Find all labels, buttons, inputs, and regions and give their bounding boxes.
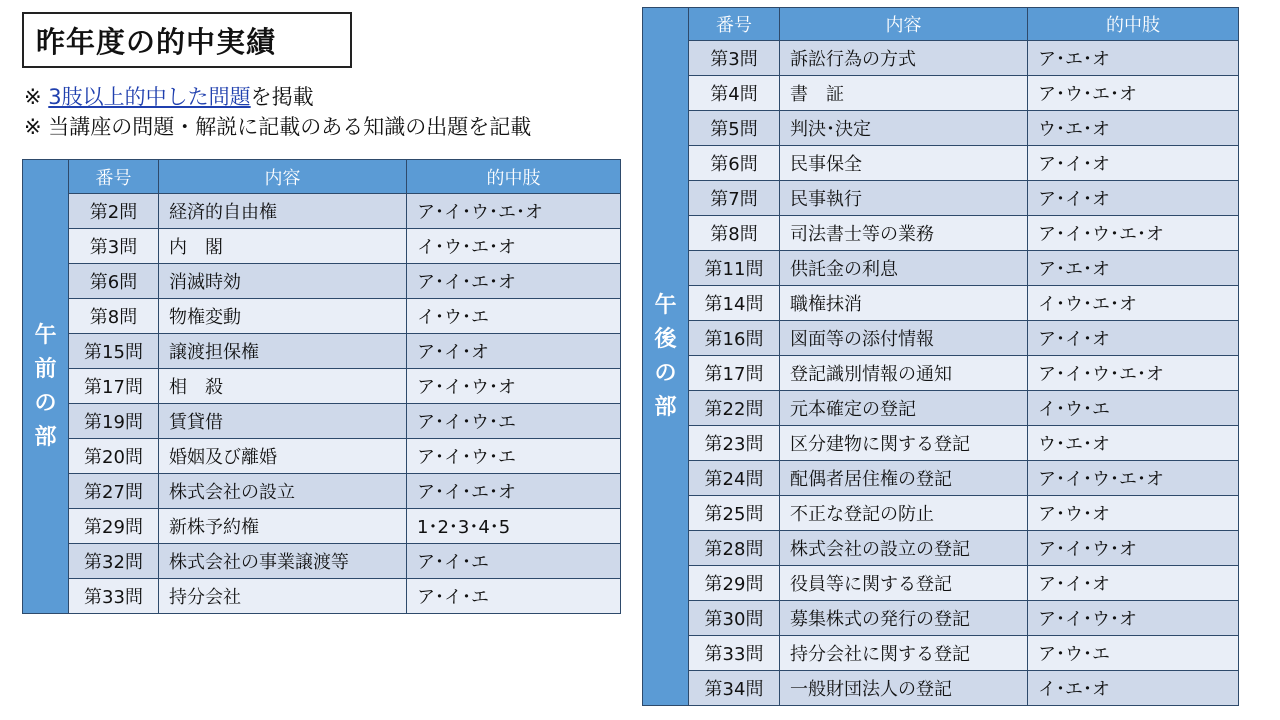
hit-options: ア･イ･エ [407,544,621,579]
table-row [643,321,1239,356]
question-content: 賃貸借 [159,404,407,439]
hit-options: ア･イ･ウ･エ･オ [1028,356,1239,391]
hit-options: イ･ウ･エ [407,299,621,334]
column-header-number: 番号 [689,8,780,41]
question-number: 第5問 [689,111,780,146]
table-row [643,671,1239,706]
note-text: を掲載 [250,85,314,109]
table-row [23,299,621,334]
question-content: 民事保全 [780,146,1028,181]
question-number: 第6問 [69,264,159,299]
table-row [643,76,1239,111]
table-row [23,404,621,439]
question-number: 第19問 [69,404,159,439]
afternoon-table [642,7,1239,706]
table-row [23,439,621,474]
question-number: 第11問 [689,251,780,286]
table-row [643,286,1239,321]
question-content: 持分会社 [159,579,407,614]
question-number: 第34問 [689,671,780,706]
question-content: 株式会社の設立の登記 [780,531,1028,566]
hit-options: ア･イ･ウ･エ･オ [407,194,621,229]
question-content: 民事執行 [780,181,1028,216]
table-row [23,334,621,369]
question-content: 株式会社の設立 [159,474,407,509]
hit-options: ア･ウ･エ･オ [1028,76,1239,111]
question-content: 元本確定の登記 [780,391,1028,426]
question-content: 役員等に関する登記 [780,566,1028,601]
table-row [23,229,621,264]
section-label: 午 前 の 部 [23,160,69,614]
hit-options: ア･イ･ウ･オ [1028,531,1239,566]
question-number: 第33問 [69,579,159,614]
question-content: 一般財団法人の登記 [780,671,1028,706]
table-row [643,391,1239,426]
question-content: 不正な登記の防止 [780,496,1028,531]
hit-options: ウ･エ･オ [1028,426,1239,461]
question-number: 第28問 [689,531,780,566]
table-row [23,194,621,229]
table-row [23,369,621,404]
column-header-hits: 的中肢 [407,160,621,194]
question-number: 第14問 [689,286,780,321]
question-content: 婚姻及び離婚 [159,439,407,474]
table-row [643,146,1239,181]
question-content: 株式会社の事業譲渡等 [159,544,407,579]
hit-options: ア･イ･オ [1028,566,1239,601]
question-content: 登記識別情報の通知 [780,356,1028,391]
question-number: 第3問 [689,41,780,76]
table-row [643,111,1239,146]
hit-options: ア･ウ･エ [1028,636,1239,671]
question-number: 第20問 [69,439,159,474]
table-row [643,566,1239,601]
hit-options: ア･イ･エ･オ [407,474,621,509]
table-row [643,531,1239,566]
question-number: 第6問 [689,146,780,181]
question-content: 職権抹消 [780,286,1028,321]
question-content: 区分建物に関する登記 [780,426,1028,461]
question-content: 図面等の添付情報 [780,321,1028,356]
hit-options: ア･イ･ウ･エ [407,404,621,439]
notes [24,82,531,142]
column-header-content: 内容 [159,160,407,194]
table-header-row [23,160,621,194]
question-content: 経済的自由権 [159,194,407,229]
question-number: 第33問 [689,636,780,671]
hit-options: ア･エ･オ [1028,41,1239,76]
table-row [643,41,1239,76]
question-content: 判決･決定 [780,111,1028,146]
table-row [643,636,1239,671]
question-content: 譲渡担保権 [159,334,407,369]
hit-options: ア･イ･エ [407,579,621,614]
hit-options: イ･ウ･エ･オ [407,229,621,264]
table-header-row [643,8,1239,41]
question-content: 新株予約権 [159,509,407,544]
table-row [643,426,1239,461]
question-content: 訴訟行為の方式 [780,41,1028,76]
section-label: 午 後 の 部 [643,8,689,706]
table-row [643,251,1239,286]
hit-options: イ･エ･オ [1028,671,1239,706]
page-title: 昨年度の的中実績 [22,12,352,68]
question-number: 第25問 [689,496,780,531]
question-content: 司法書士等の業務 [780,216,1028,251]
hit-options: ア･イ･オ [1028,146,1239,181]
table-row [23,264,621,299]
table-row [643,356,1239,391]
column-header-content: 内容 [780,8,1028,41]
hit-options: ア･イ･エ･オ [407,264,621,299]
table-row [643,461,1239,496]
question-number: 第7問 [689,181,780,216]
question-content: 消滅時効 [159,264,407,299]
note-mark: ※ [24,85,49,109]
hit-options: ア･エ･オ [1028,251,1239,286]
question-content: 相 殺 [159,369,407,404]
hit-options: ア･イ･ウ･エ･オ [1028,216,1239,251]
table-row [23,544,621,579]
question-number: 第16問 [689,321,780,356]
hit-options: ア･イ･ウ･エ･オ [1028,461,1239,496]
hit-options: ア･イ･オ [407,334,621,369]
note-line-2: ※ 当講座の問題・解説に記載のある知識の出題を記載 [24,115,532,139]
question-content: 供託金の利息 [780,251,1028,286]
question-number: 第27問 [69,474,159,509]
question-content: 書 証 [780,76,1028,111]
hit-options: ア･イ･オ [1028,181,1239,216]
table-row [23,509,621,544]
hit-options: イ･ウ･エ･オ [1028,286,1239,321]
question-number: 第29問 [69,509,159,544]
table-row [643,181,1239,216]
hit-options: ア･ウ･オ [1028,496,1239,531]
question-content: 持分会社に関する登記 [780,636,1028,671]
note-line-1 [24,82,531,112]
hit-options: ア･イ･ウ･オ [407,369,621,404]
table-row [23,579,621,614]
table-row [643,601,1239,636]
hit-options: ウ･エ･オ [1028,111,1239,146]
question-number: 第24問 [689,461,780,496]
question-content: 内 閣 [159,229,407,264]
question-content: 物権変動 [159,299,407,334]
morning-table [22,159,621,614]
question-number: 第22問 [689,391,780,426]
question-number: 第2問 [69,194,159,229]
question-number: 第17問 [69,369,159,404]
question-content: 募集株式の発行の登記 [780,601,1028,636]
table-row [643,216,1239,251]
table-row [23,474,621,509]
question-number: 第32問 [69,544,159,579]
hit-options: イ･ウ･エ [1028,391,1239,426]
question-content: 配偶者居住権の登記 [780,461,1028,496]
question-number: 第4問 [689,76,780,111]
question-number: 第23問 [689,426,780,461]
column-header-hits: 的中肢 [1028,8,1239,41]
hit-problems-link[interactable]: 3肢以上的中した問題 [48,85,251,109]
question-number: 第3問 [69,229,159,264]
column-header-number: 番号 [69,160,159,194]
question-number: 第17問 [689,356,780,391]
question-number: 第8問 [689,216,780,251]
question-number: 第29問 [689,566,780,601]
table-row [643,496,1239,531]
hit-options: ア･イ･ウ･オ [1028,601,1239,636]
hit-options: 1･2･3･4･5 [407,509,621,544]
question-number: 第30問 [689,601,780,636]
hit-options: ア･イ･オ [1028,321,1239,356]
question-number: 第8問 [69,299,159,334]
question-number: 第15問 [69,334,159,369]
hit-options: ア･イ･ウ･エ [407,439,621,474]
